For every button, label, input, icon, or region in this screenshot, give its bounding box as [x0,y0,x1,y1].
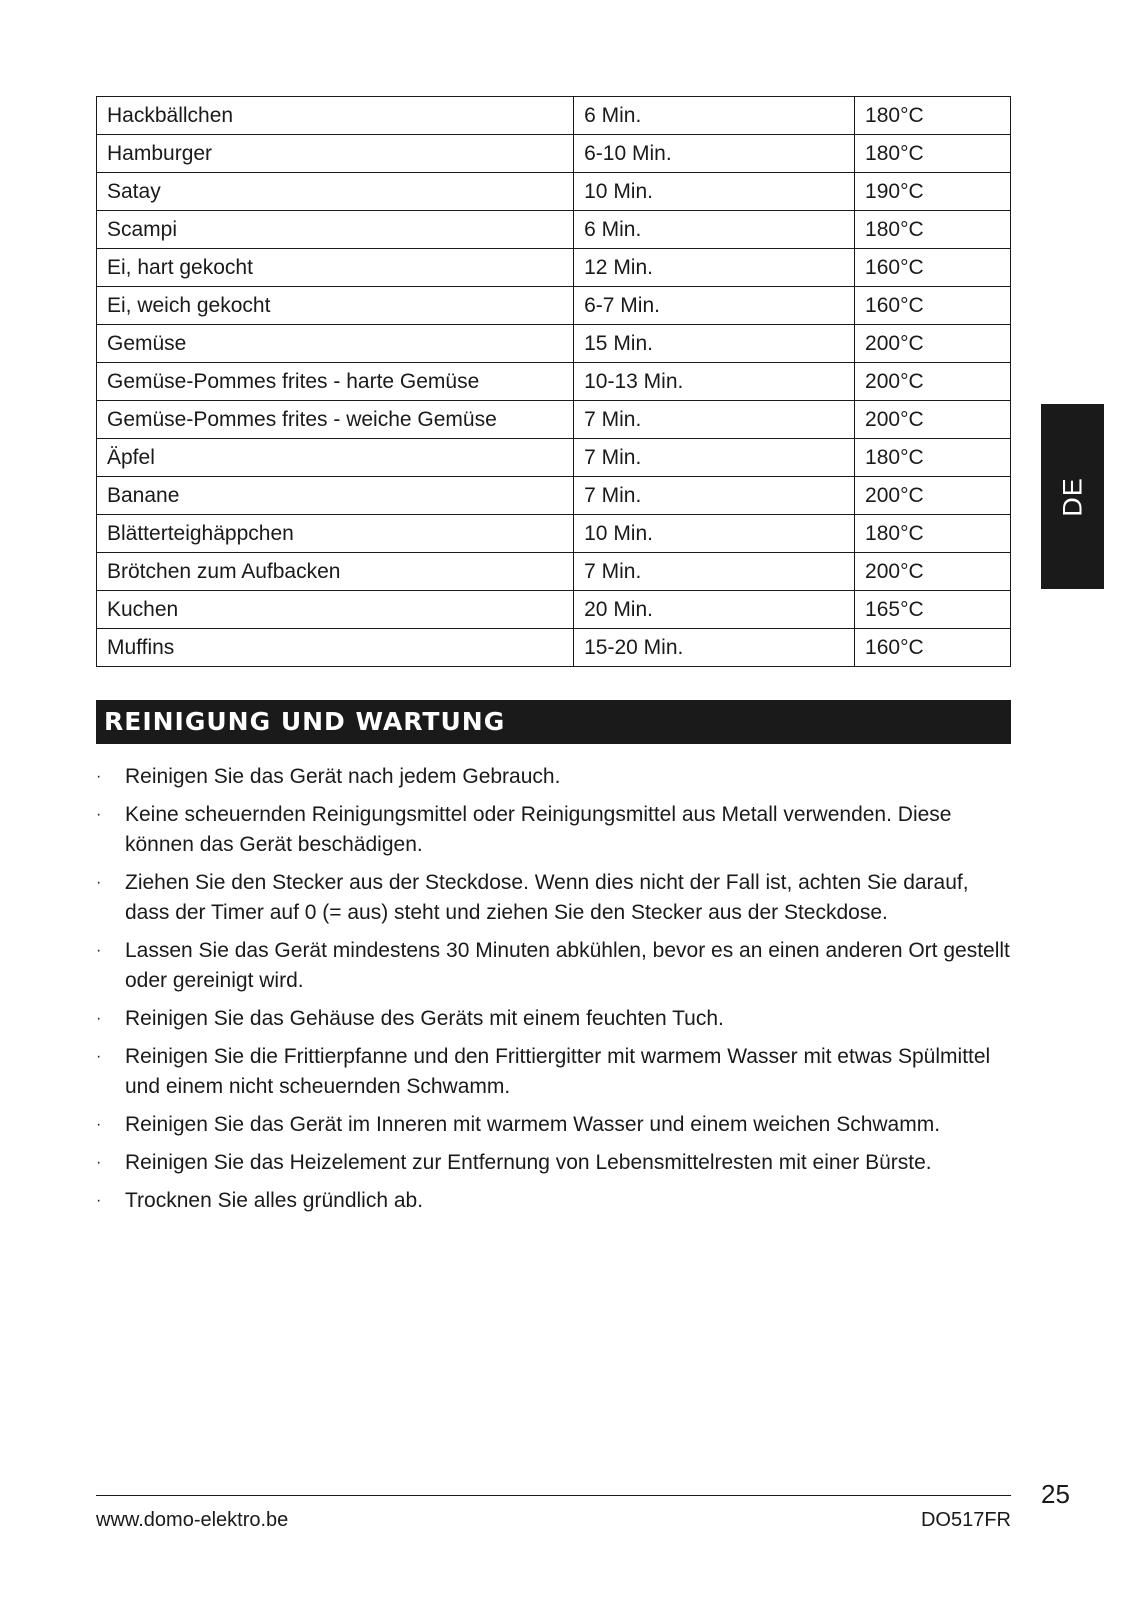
table-row [97,325,1011,363]
table-row [97,629,1011,667]
food-cell: Äpfel [97,439,574,477]
temperature-cell: 180°C [855,211,1011,249]
time-cell: 10 Min. [574,515,855,553]
list-item-text: Reinigen Sie das Heizelement zur Entfernung von Lebensmittelresten mit einer Bürste. [125,1151,932,1174]
table-row [97,249,1011,287]
food-cell: Scampi [97,211,574,249]
temperature-cell: 180°C [855,97,1011,135]
list-item-text: Reinigen Sie die Frittierpfanne und den Frittiergitter mit warmem Wasser mit etwas Spülmittel und einem nicht scheuernden Schwamm. [125,1045,991,1098]
bullet-dot-icon: · [96,768,102,785]
footer-website: www.domo-elektro.be [96,1509,289,1531]
bullet-dot-icon: · [96,1116,102,1133]
food-cell: Gemüse-Pommes frites - weiche Gemüse [97,401,574,439]
list-item [96,1042,1011,1102]
table-row [97,477,1011,515]
list-item [96,936,1011,996]
food-cell: Ei, weich gekocht [97,287,574,325]
food-cell: Kuchen [97,591,574,629]
temperature-cell: 160°C [855,249,1011,287]
list-item-text: Reinigen Sie das Gerät im Inneren mit warmem Wasser und einem weichen Schwamm. [125,1113,941,1136]
list-item-text: Keine scheuernden Reinigungsmittel oder Reinigungsmittel aus Metall verwenden. Diese können das Gerät beschädigen. [125,803,952,856]
bullet-dot-icon: · [96,874,102,891]
time-cell: 15-20 Min. [574,629,855,667]
bullet-dot-icon: · [96,1048,102,1065]
time-cell: 7 Min. [574,477,855,515]
temperature-cell: 165°C [855,591,1011,629]
time-cell: 6-10 Min. [574,135,855,173]
food-cell: Hackbällchen [97,97,574,135]
temperature-cell: 160°C [855,629,1011,667]
time-cell: 10 Min. [574,173,855,211]
temperature-cell: 180°C [855,515,1011,553]
cooking-time-table [96,96,1011,667]
temperature-cell: 200°C [855,553,1011,591]
list-item [96,1148,1011,1178]
food-cell: Banane [97,477,574,515]
temperature-cell: 190°C [855,173,1011,211]
section-heading: REINIGUNG UND WARTUNG [96,700,1011,744]
table-row [97,515,1011,553]
temperature-cell: 180°C [855,439,1011,477]
language-tab-label: DE [1057,476,1087,517]
time-cell: 6 Min. [574,97,855,135]
page-number: 25 [1041,1479,1070,1509]
footer-divider [96,1495,1011,1496]
food-cell: Muffins [97,629,574,667]
list-item-text: Reinigen Sie das Gerät nach jedem Gebrauch. [125,765,561,788]
time-cell: 7 Min. [574,401,855,439]
temperature-cell: 160°C [855,287,1011,325]
temperature-cell: 200°C [855,325,1011,363]
list-item-text: Ziehen Sie den Stecker aus der Steckdose. Wenn dies nicht der Fall ist, achten Sie darauf, dass der Timer auf 0 (= aus) steht und ziehen Sie den Stecker aus der Steckdose. [125,871,969,924]
list-item [96,1004,1011,1034]
table-row [97,401,1011,439]
temperature-cell: 180°C [855,135,1011,173]
time-cell: 15 Min. [574,325,855,363]
table-row [97,211,1011,249]
table-row [97,363,1011,401]
list-item [96,800,1011,860]
food-cell: Gemüse-Pommes frites - harte Gemüse [97,363,574,401]
food-cell: Hamburger [97,135,574,173]
food-cell: Gemüse [97,325,574,363]
temperature-cell: 200°C [855,363,1011,401]
time-cell: 7 Min. [574,439,855,477]
food-cell: Satay [97,173,574,211]
list-item [96,1186,1011,1216]
list-item-text: Lassen Sie das Gerät mindestens 30 Minuten abkühlen, bevor es an einen anderen Ort gestellt oder gereinigt wird. [125,939,1010,992]
table-row [97,97,1011,135]
bullet-dot-icon: · [96,1010,102,1027]
list-item [96,868,1011,928]
bullet-dot-icon: · [96,1154,102,1171]
table-row [97,173,1011,211]
cleaning-instructions-list [96,762,1011,1224]
list-item [96,762,1011,792]
food-cell: Brötchen zum Aufbacken [97,553,574,591]
temperature-cell: 200°C [855,477,1011,515]
table-row [97,287,1011,325]
bullet-dot-icon: · [96,1192,102,1209]
language-tab [1041,404,1104,589]
temperature-cell: 200°C [855,401,1011,439]
food-cell: Ei, hart gekocht [97,249,574,287]
table-row [97,553,1011,591]
list-item-text: Trocknen Sie alles gründlich ab. [125,1189,424,1212]
list-item-text: Reinigen Sie das Gehäuse des Geräts mit einem feuchten Tuch. [125,1007,724,1030]
bullet-dot-icon: · [96,806,102,823]
table-row [97,591,1011,629]
time-cell: 12 Min. [574,249,855,287]
time-cell: 6 Min. [574,211,855,249]
time-cell: 6-7 Min. [574,287,855,325]
list-item [96,1110,1011,1140]
time-cell: 20 Min. [574,591,855,629]
time-cell: 10-13 Min. [574,363,855,401]
time-cell: 7 Min. [574,553,855,591]
footer-model-number: DO517FR [920,1509,1011,1531]
food-cell: Blätterteighäppchen [97,515,574,553]
cooking-table-body [97,97,1011,667]
table-row [97,439,1011,477]
bullet-dot-icon: · [96,942,102,959]
table-row [97,135,1011,173]
